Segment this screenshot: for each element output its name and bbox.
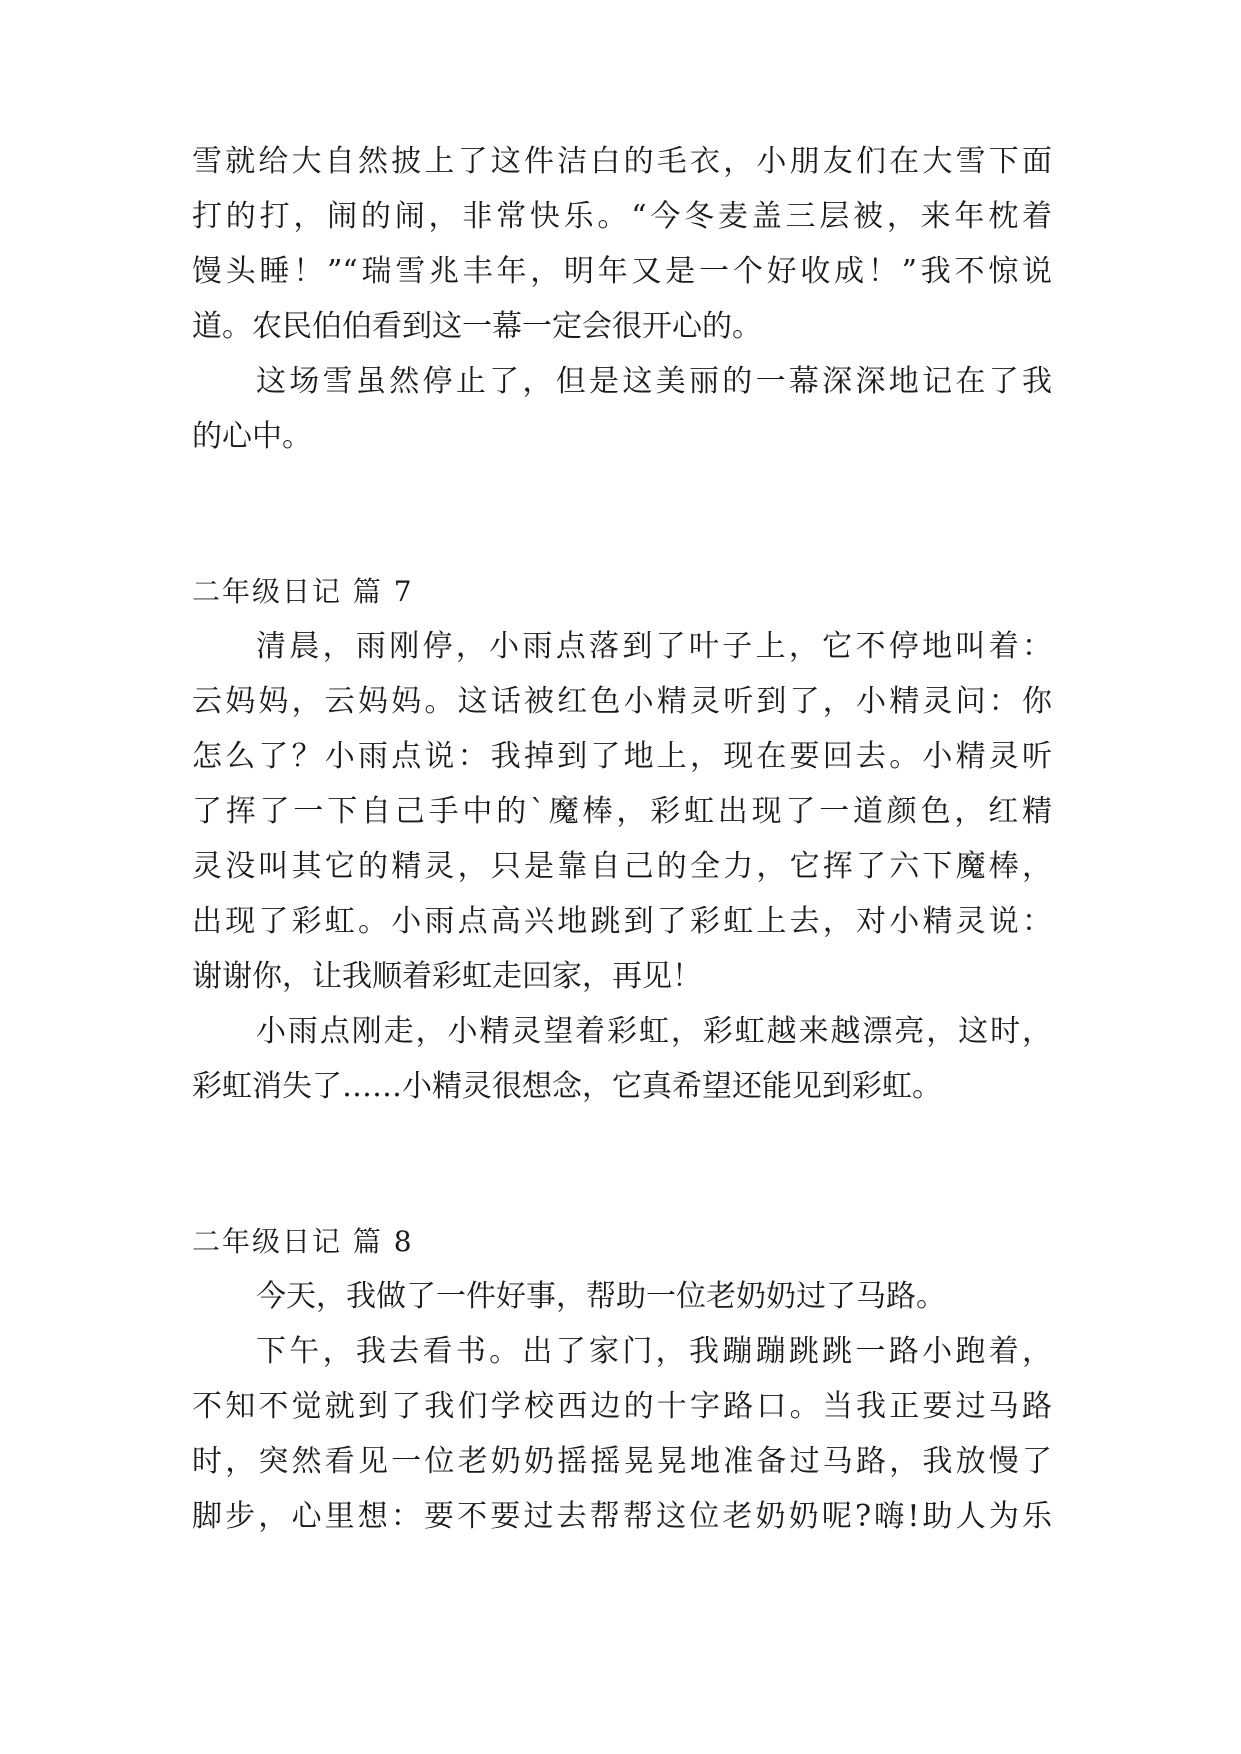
paragraph-line: 今天，我做了一件好事，帮助一位老奶奶过了马路。 bbox=[256, 1279, 946, 1314]
paragraph-line: 出现了彩虹。小雨点高兴地跳到了彩虹上去，对小精灵说： bbox=[192, 904, 1052, 939]
paragraph-line: 下午，我去看书。出了家门，我蹦蹦跳跳一路小跑着， bbox=[256, 1334, 1052, 1369]
paragraph-line: 的心中。 bbox=[192, 419, 312, 454]
paragraph-line: 彩虹消失了……小精灵很想念，它真希望还能见到彩虹。 bbox=[192, 1069, 942, 1104]
paragraph-line: 了挥了一下自己手中的`魔棒，彩虹出现了一道颜色，红精 bbox=[192, 794, 1052, 829]
paragraph-line: 时，突然看见一位老奶奶摇摇晃晃地准备过马路，我放慢了 bbox=[192, 1444, 1052, 1479]
paragraph-line: 小雨点刚走，小精灵望着彩虹，彩虹越来越漂亮，这时， bbox=[256, 1014, 1052, 1049]
paragraph-line: 不知不觉就到了我们学校西边的十字路口。当我正要过马路 bbox=[192, 1389, 1052, 1424]
paragraph-line: 雪就给大自然披上了这件洁白的毛衣，小朋友们在大雪下面 bbox=[192, 144, 1052, 179]
section-heading-7: 二年级日记 篇 7 bbox=[192, 575, 414, 608]
paragraph-line: 这场雪虽然停止了，但是这美丽的一幕深深地记在了我 bbox=[256, 364, 1052, 399]
paragraph-line: 怎么了？小雨点说：我掉到了地上，现在要回去。小精灵听 bbox=[192, 739, 1052, 774]
paragraph-line: 灵没叫其它的精灵，只是靠自己的全力，它挥了六下魔棒， bbox=[192, 849, 1052, 884]
paragraph-line: 脚步，心里想：要不要过去帮帮这位老奶奶呢?嗨!助人为乐 bbox=[192, 1499, 1052, 1534]
paragraph-line: 道。农民伯伯看到这一幕一定会很开心的。 bbox=[192, 309, 762, 344]
paragraph-line: 清晨，雨刚停，小雨点落到了叶子上，它不停地叫着： bbox=[256, 629, 1052, 664]
paragraph-line: 馒头睡！”“瑞雪兆丰年，明年又是一个好收成！”我不惊说 bbox=[192, 254, 1052, 289]
paragraph-line: 打的打，闹的闹，非常快乐。“今冬麦盖三层被，来年枕着 bbox=[192, 199, 1052, 234]
paragraph-line: 谢谢你，让我顺着彩虹走回家，再见！ bbox=[192, 959, 702, 994]
paragraph-line: 云妈妈，云妈妈。这话被红色小精灵听到了，小精灵问：你 bbox=[192, 684, 1052, 719]
section-heading-8: 二年级日记 篇 8 bbox=[192, 1225, 414, 1258]
